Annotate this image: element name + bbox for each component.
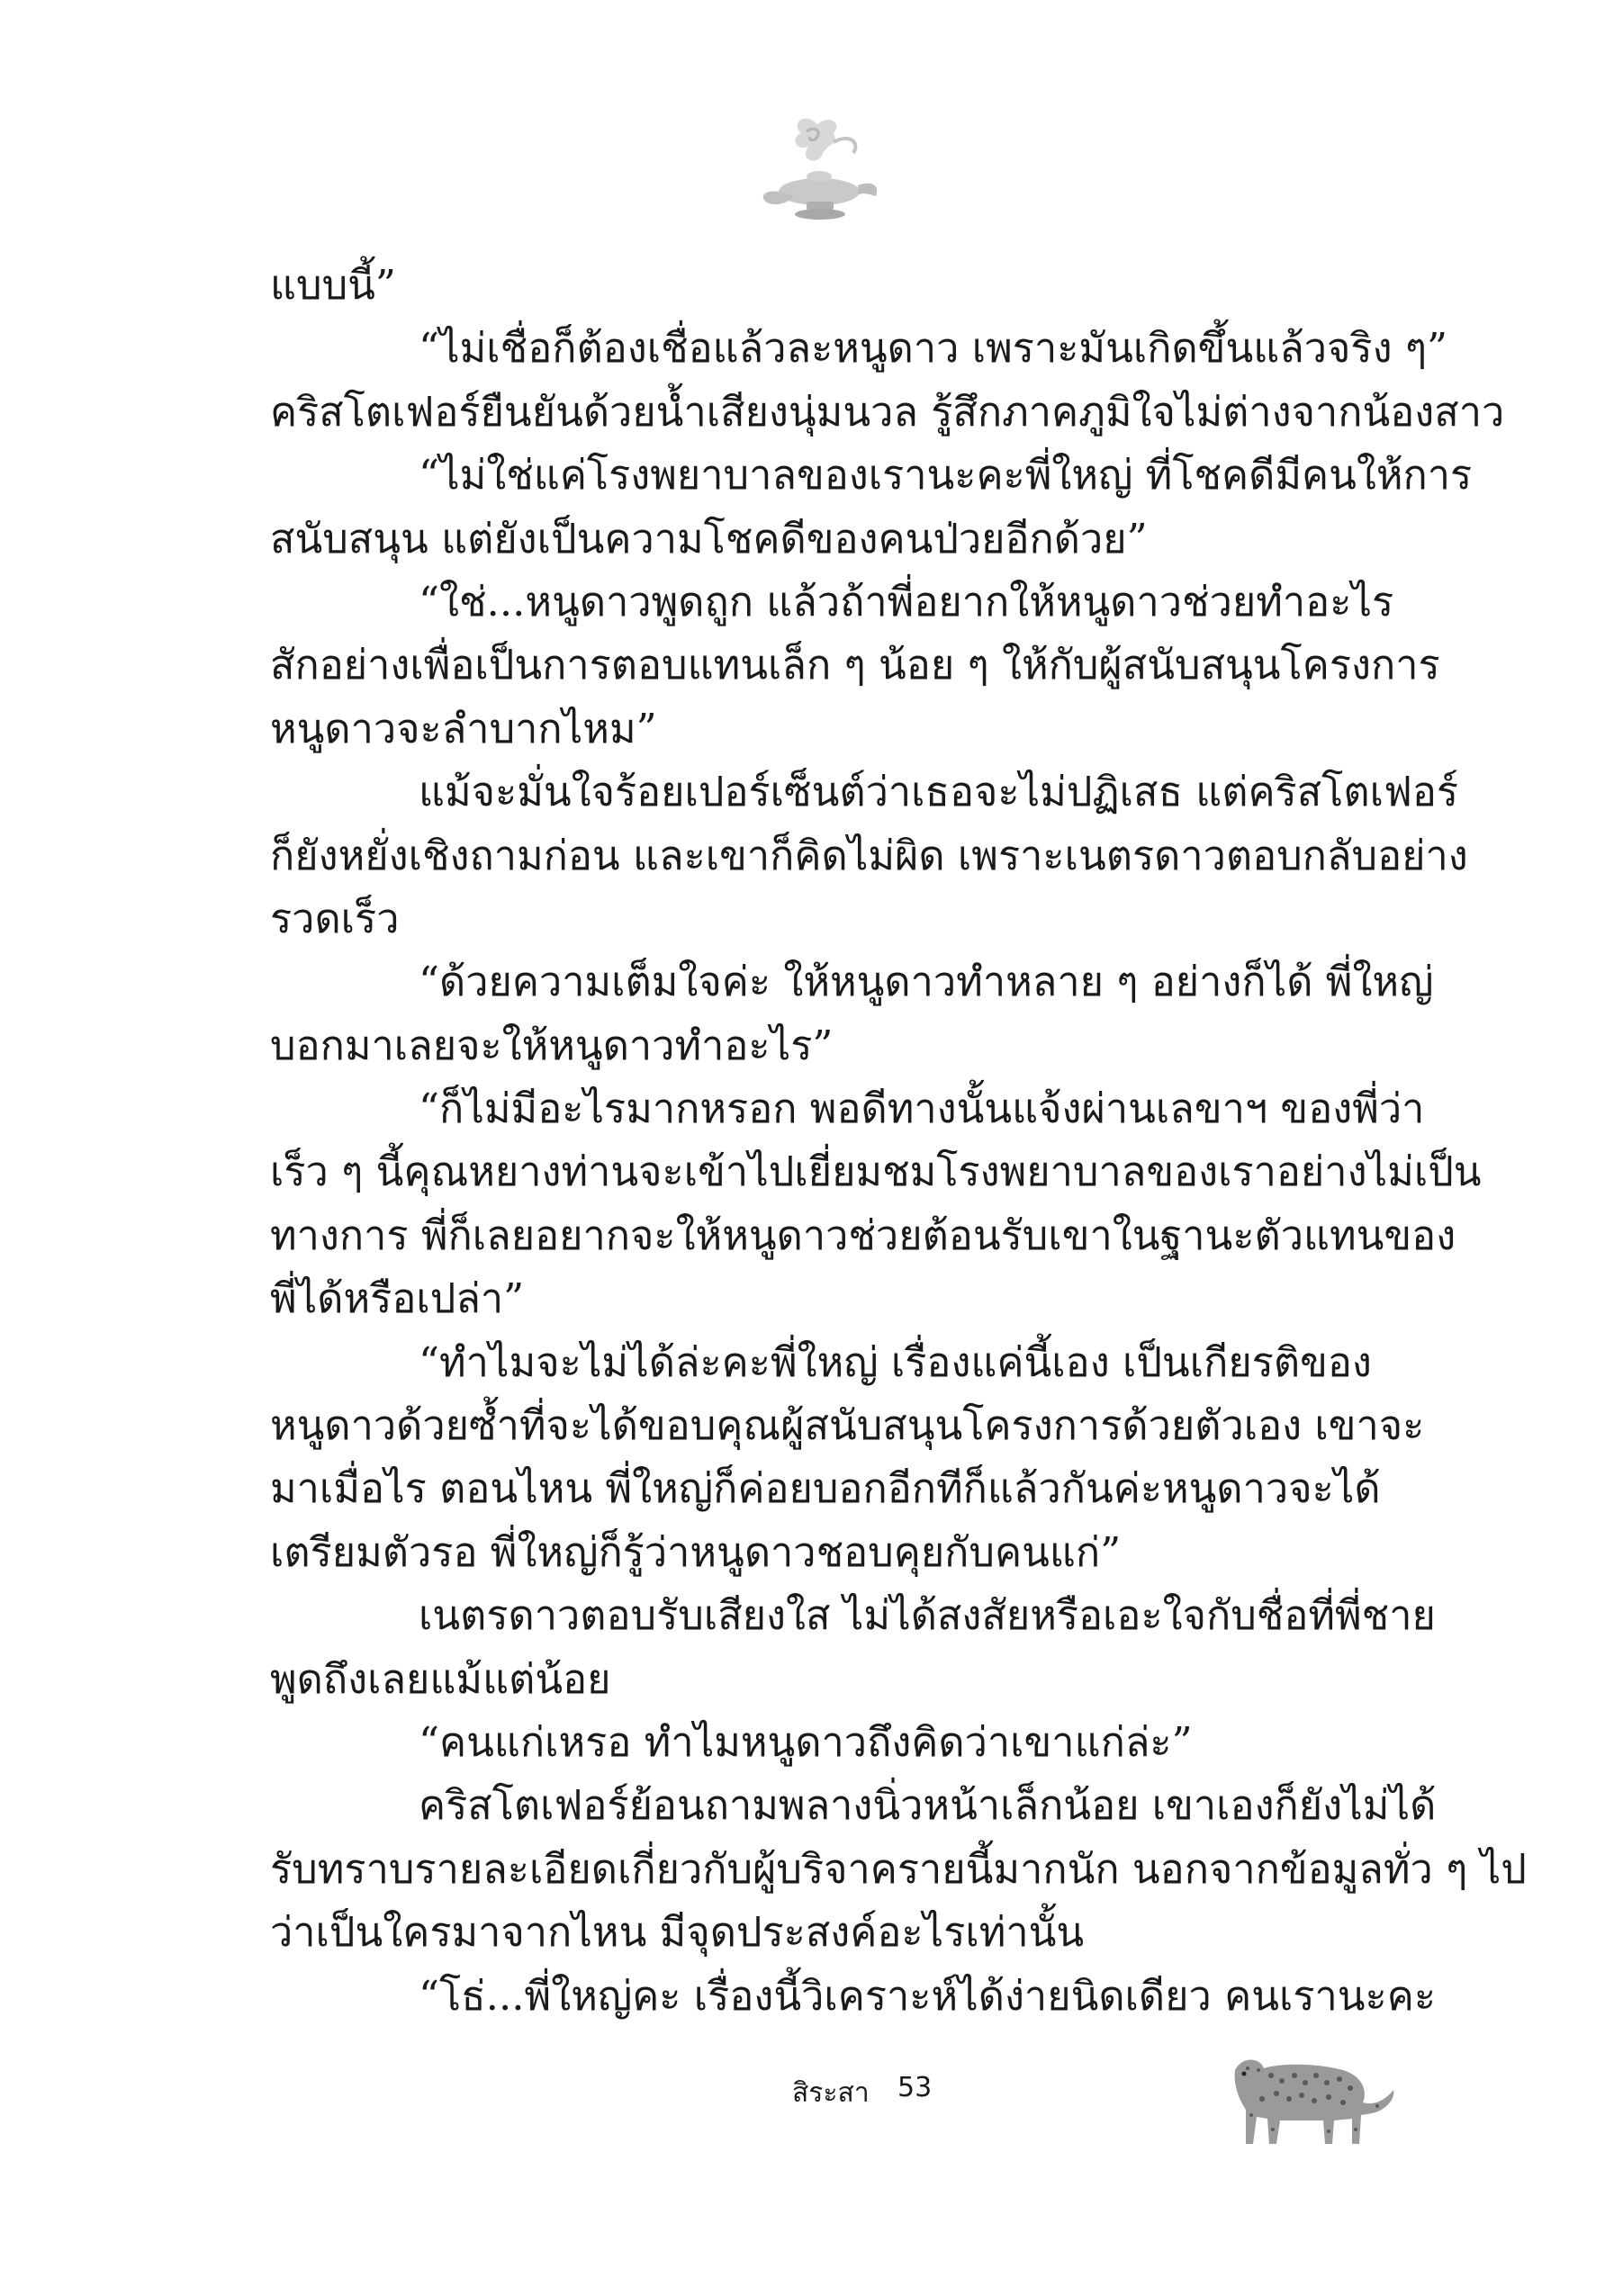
paragraph (270, 254, 1386, 317)
paragraph (270, 1584, 1436, 1711)
paragraph (270, 1077, 1482, 1331)
text-line: รับทราบรายละเอียดเกี่ยวกับผู้บริจาครายนี้มากนัก นอกจากข้อมูลทั่ว ๆ ไป (270, 1844, 1527, 1893)
text-line: สนับสนุน แต่ยังเป็นความโชคดีของคนป่วยอีกด้วย” (270, 514, 1148, 563)
text-line: แบบนี้” (270, 261, 396, 309)
text-line: เร็ว ๆ นี้คุณหยางท่านจะเข้าไปเยี่ยมชมโรงพยาบาลของเราอย่างไม่เป็น (270, 1148, 1482, 1196)
text-line: หนูดาวด้วยซ้ำที่จะได้ขอบคุณผู้สนับสนุนโครงการด้วยตัวเอง เขาจะ (270, 1401, 1425, 1450)
paragraph (270, 1331, 1425, 1585)
page-footer (792, 2063, 1062, 2117)
magic-lamp-icon (754, 106, 885, 228)
book-title: สิระสา (792, 2077, 870, 2109)
text-line: พูดถึงเลยแม้แต่น้อย (270, 1654, 611, 1703)
paragraph (270, 1774, 1527, 1964)
text-line: เนตรดาวตอบรับเสียงใส ไม่ได้สงสัยหรือเอะใจกับชื่อที่พี่ชาย (419, 1591, 1436, 1640)
text-line: สักอย่างเพื่อเป็นการตอบแทนเล็ก ๆ น้อย ๆ ให้กับผู้สนับสนุนโครงการ (270, 641, 1440, 689)
paragraph (270, 571, 1440, 761)
text-line: คริสโตเฟอร์ย้อนถามพลางนิ่วหน้าเล็กน้อย เขาเองก็ยังไม่ได้ (419, 1781, 1437, 1830)
text-line: “ก็ไม่มีอะไรมากหรอก พอดีทางนั้นแจ้งผ่านเลขาฯ ของพี่ว่า (419, 1085, 1425, 1133)
text-line: พี่ได้หรือเปล่า” (270, 1274, 525, 1323)
leopard-icon (1217, 2043, 1397, 2151)
text-line: “ไม่เชื่อก็ต้องเชื่อแล้วละหนูดาว เพราะมันเกิดขึ้นแล้วจริง ๆ” (419, 324, 1448, 373)
text-line: หนูดาวจะลำบากไหม” (270, 704, 657, 752)
paragraph (270, 761, 1468, 950)
paragraph (270, 950, 1434, 1077)
text-line: แม้จะมั่นใจร้อยเปอร์เซ็นต์ว่าเธอจะไม่ปฏิเสธ แต่คริสโตเฟอร์ (419, 768, 1459, 816)
text-line: เตรียมตัวรอ พี่ใหญ่ก็รู้ว่าหนูดาวชอบคุยกับคนแก่” (270, 1527, 1122, 1576)
paragraph (270, 1965, 1436, 2028)
paragraph (270, 1711, 1386, 1774)
text-line: ก็ยังหยั่งเชิงถามก่อน และเขาก็คิดไม่ผิด เพราะเนตรดาวตอบกลับอย่าง (270, 831, 1468, 879)
text-line: “ใช่...หนูดาวพูดถูก แล้วถ้าพี่อยากให้หนูดาวช่วยทำอะไร (419, 577, 1394, 626)
text-line: “คนแก่เหรอ ทำไมหนูดาวถึงคิดว่าเขาแก่ล่ะ” (419, 1717, 1193, 1766)
paragraph (270, 444, 1473, 571)
text-line: รวดเร็ว (270, 894, 400, 942)
text-line: ว่าเป็นใครมาจากไหน มีจุดประสงค์อะไรเท่านั้น (270, 1908, 1085, 1957)
text-line: “ทำไมจะไม่ได้ล่ะคะพี่ใหญ่ เรื่องแค่นี้เอง เป็นเกียรติของ (419, 1337, 1372, 1386)
text-line: “โธ่...พี่ใหญ่คะ เรื่องนี้วิเคราะห์ได้ง่ายนิดเดียว คนเรานะคะ (419, 1971, 1436, 2020)
text-line: “ไม่ใช่แค่โรงพยาบาลของเรานะคะพี่ใหญ่ ที่โชคดีมีคนให้การ (419, 451, 1473, 500)
text-line: มาเมื่อไร ตอนไหน พี่ใหญ่ก็ค่อยบอกอีกทีก็แล้วกันค่ะหนูดาวจะได้ (270, 1464, 1381, 1513)
text-line: คริสโตเฟอร์ยืนยันด้วยน้ำเสียงนุ่มนวล รู้สึกภาคภูมิใจไม่ต่างจากน้องสาว (270, 387, 1505, 436)
text-line: ทางการ พี่ก็เลยอยากจะให้หนูดาวช่วยต้อนรับเขาในฐานะตัวแทนของ (270, 1211, 1456, 1259)
text-line: “ด้วยความเต็มใจค่ะ ให้หนูดาวทำหลาย ๆ อย่างก็ได้ พี่ใหญ่ (419, 958, 1434, 1006)
text-line: บอกมาเลยจะให้หนูดาวทำอะไร” (270, 1021, 834, 1069)
page-number: 53 (897, 2072, 933, 2103)
story-text (270, 254, 1527, 2028)
paragraph (270, 317, 1505, 444)
